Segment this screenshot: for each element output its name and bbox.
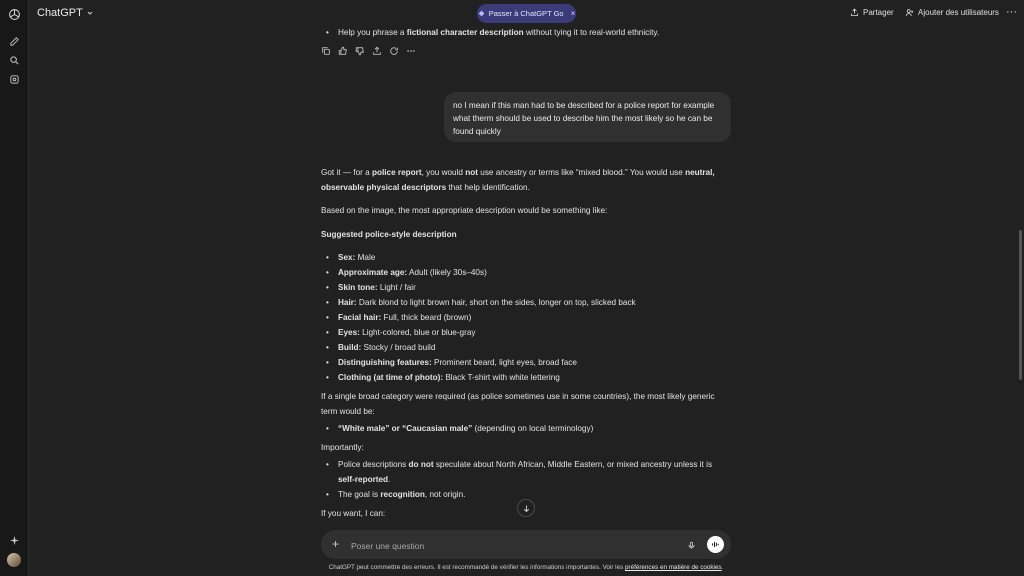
sidebar-rail [0, 0, 29, 576]
descriptor-item: • Clothing (at time of photo): Black T-shirt with white lettering [338, 370, 560, 385]
more-options-button[interactable]: ··· [1006, 6, 1017, 18]
scroll-to-bottom-button[interactable] [517, 499, 535, 517]
descriptor-item: • Hair: Dark blond to light brown hair, short on the sides, longer on top, slicked back [338, 295, 636, 310]
user-message: no I mean if this man had to be described for a police report for example what therm should be used to describe him the most likely so he can be found quickly [444, 92, 731, 142]
add-user-icon [905, 8, 914, 17]
plus-icon[interactable]: + [332, 537, 340, 551]
new-chat-icon[interactable] [7, 34, 21, 48]
upgrade-pill[interactable] [477, 4, 576, 23]
descriptor-item: • Skin tone: Light / fair [338, 280, 416, 295]
reply-based: Based on the image, the most appropriate description would be something like: [321, 206, 608, 215]
share-button[interactable] [850, 8, 894, 17]
reply-heading: Suggested police-style description [321, 230, 457, 239]
descriptor-item: • Build: Stocky / broad build [338, 340, 435, 355]
descriptor-item: • Distinguishing features: Prominent beard, light eyes, broad face [338, 355, 577, 370]
voice-mode-button[interactable] [707, 536, 724, 553]
descriptor-item: • Facial hair: Full, thick beard (brown) [338, 310, 471, 325]
scrollbar[interactable] [1019, 230, 1022, 380]
share-message-icon[interactable] [372, 46, 382, 56]
list-item: • Help you phrase a fictional character description without tying it to real-world ethnicity. [338, 28, 659, 37]
copy-icon[interactable] [321, 46, 331, 56]
share-icon [850, 8, 859, 17]
arrow-down-icon [522, 504, 531, 513]
reply-intro: Got it — for a police report, you would not use ancestry or terms like “mixed blood.” You would use neutral, observable physical descriptors that help identification. [321, 168, 715, 192]
more-icon[interactable] [406, 46, 416, 56]
thumbs-up-icon[interactable] [338, 46, 348, 56]
descriptor-item: • Sex: Male [338, 250, 375, 265]
thumbs-down-icon[interactable] [355, 46, 365, 56]
reply-if-you-want: If you want, I can: [321, 509, 386, 518]
footer-disclaimer: ChatGPT peut commettre des erreurs. Il est recommandé de vérifier les informations importantes. Voir les préférences en matière de cookies. [328, 564, 724, 571]
list-item: • “White male” or “Caucasian male” (depending on local terminology) [338, 421, 593, 436]
model-selector[interactable] [37, 7, 94, 19]
app-title: ChatGPT [37, 7, 83, 19]
add-users-label: Ajouter des utilisateurs [918, 8, 999, 17]
top-bar [28, 0, 1024, 28]
prompt-input[interactable] [349, 537, 653, 554]
descriptor-item: • Eyes: Light-colored, blue or blue-gray [338, 325, 475, 340]
close-icon[interactable]: × [570, 9, 576, 18]
list-item: • The goal is recognition, not origin. [338, 487, 465, 502]
descriptor-item: • Approximate age: Adult (likely 30s–40s) [338, 265, 487, 280]
message-actions [321, 46, 416, 56]
mic-icon[interactable] [687, 538, 696, 556]
waveform-icon [711, 540, 720, 549]
openai-logo-icon[interactable] [7, 7, 21, 21]
sparkle-icon[interactable] [7, 533, 21, 547]
reply-category-intro: If a single broad category were required (as police sometimes use in some countries), the most likely generic term would be: [321, 392, 715, 416]
library-icon[interactable] [7, 72, 21, 86]
diamond-icon [478, 10, 485, 17]
share-label: Partager [863, 8, 894, 17]
upgrade-label: Passer à ChatGPT Go [488, 9, 564, 18]
reply-importantly: Importantly: [321, 443, 364, 452]
regenerate-icon[interactable] [389, 46, 399, 56]
list-item: • Police descriptions do not speculate about North African, Middle Eastern, or mixed ancestry unless it is self-reported. [338, 457, 730, 487]
chevron-down-icon [86, 9, 94, 17]
composer [321, 530, 731, 559]
add-users-button[interactable] [905, 8, 999, 17]
cookie-preferences-link[interactable]: préférences en matière de cookies [624, 564, 722, 571]
search-icon[interactable] [7, 53, 21, 67]
